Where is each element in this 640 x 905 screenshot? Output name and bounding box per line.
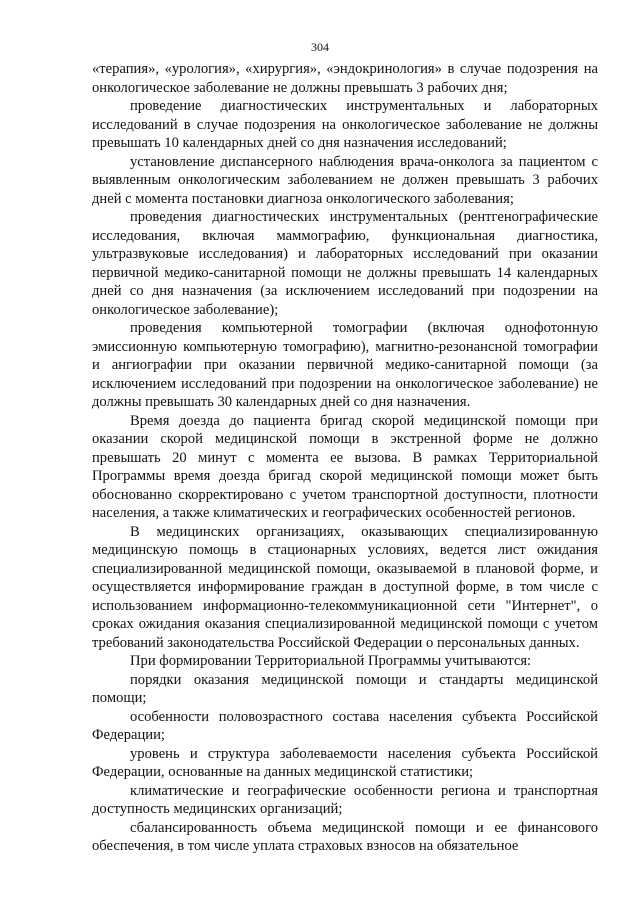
paragraph: установление диспансерного наблюдения врача-онколога за пациентом с выявленным онкологическим заболеванием не должен превышать 3 рабочих дней с момента постановки диагноза онкологического заболевания; <box>92 153 598 207</box>
paragraph: проведения компьютерной томографии (включая однофотонную эмиссионную компьютерную томографию), магнитно-резонансной томографии и ангиографии при оказании первичной медико-санитарной помощи (за исключением исследований при подозрении на онкологическое заболевание) не должны превышать 30 календарных дней со дня назначения. <box>92 320 598 410</box>
paragraph: уровень и структура заболеваемости населения субъекта Российской Федерации, основанные на данных медицинской статистики; <box>92 745 598 780</box>
paragraph: особенности половозрастного состава населения субъекта Российской Федерации; <box>92 708 598 743</box>
paragraph: проведения диагностических инструментальных (рентгенографические исследования, включая маммографию, функциональная диагностика, ультразвуковые исследования) и лабораторных исследований при оказании первичной медико-санитарной помощи не должны превышать 14 календарных дней со дня назначения (за исключением исследований при подозрении на онкологическое заболевание); <box>92 209 598 318</box>
page-number: 304 <box>311 40 329 54</box>
paragraph: сбалансированность объема медицинской помощи и ее финансового обеспечения, в том числе уплата страховых взносов на обязательное <box>92 819 598 854</box>
paragraph: порядки оказания медицинской помощи и стандарты медицинской помощи; <box>92 671 598 706</box>
paragraph: климатические и географические особенности региона и транспортная доступность медицинских организаций; <box>92 782 598 817</box>
paragraph: Время доезда до пациента бригад скорой медицинской помощи при оказании скорой медицинской помощи в экстренной форме не должно превышать 20 минут с момента ее вызова. В рамках Территориальной Программы время доезда бригад скорой медицинской помощи может быть обоснованно скорректировано с учетом транспортной доступности, плотности населения, а также климатических и географических особенностей регионов. <box>92 412 598 521</box>
paragraph: При формировании Территориальной Программы учитываются: <box>130 653 532 669</box>
paragraph: «терапия», «урология», «хирургия», «эндокринология» в случае подозрения на онкологическое заболевание не должны превышать 3 рабочих дня; <box>92 61 598 96</box>
paragraph: В медицинских организациях, оказывающих специализированную медицинскую помощь в стационарных условиях, ведется лист ожидания специализированной медицинской помощи, оказываемой в плановой форме, и осуществляется информирование граждан в доступной форме, в том числе с использованием информационно-телекоммуникационной сети "Интернет", о сроках ожидания оказания специализированной медицинской помощи с учетом требований законодательства Российской Федерации о персональных данных. <box>92 523 598 651</box>
paragraph: проведение диагностических инструментальных и лабораторных исследований в случае подозрения на онкологическое заболевание не должны превышать 10 календарных дней со дня назначения исследований; <box>92 98 598 151</box>
document-body <box>92 60 598 856</box>
